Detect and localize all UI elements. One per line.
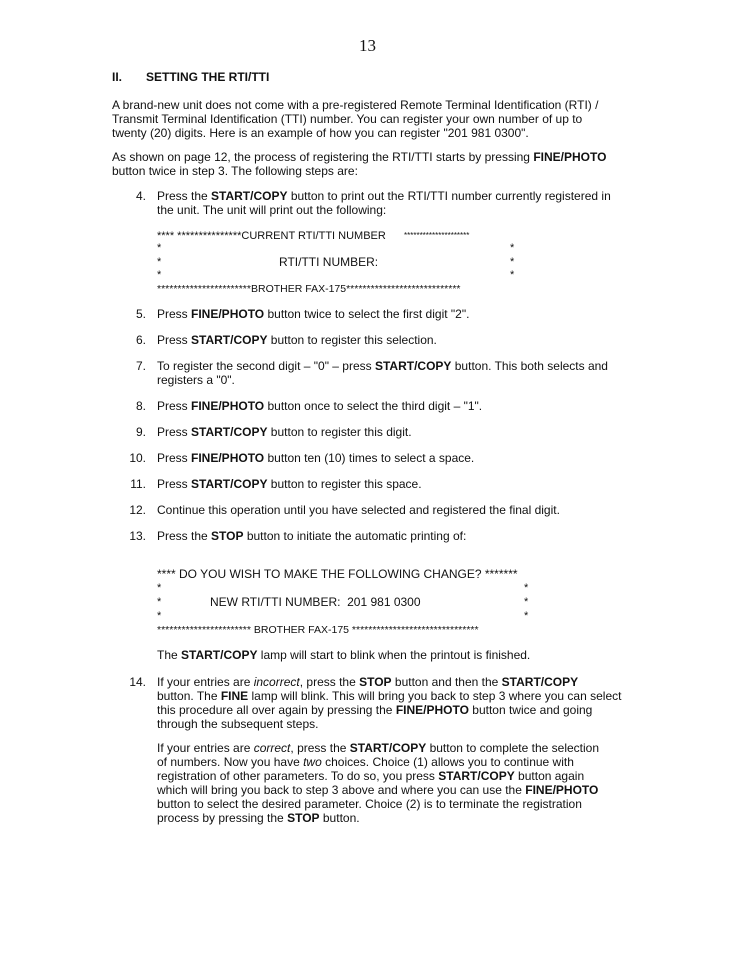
printout-middle: RTI/TTI NUMBER: <box>279 255 379 269</box>
printout-star: * <box>157 596 162 608</box>
text-run: button ten (10) times to select a space. <box>264 451 475 465</box>
text-run: process by pressing the <box>157 811 288 825</box>
text-run: button and then the <box>391 675 502 689</box>
button-name: START/COPY <box>191 425 268 439</box>
intro-line: Transmit Terminal Identification (TTI) number. You can register your own number of up to <box>112 112 583 126</box>
text-run: , press the <box>290 741 350 755</box>
intro-paragraph <box>112 98 642 140</box>
text-run: button once to select the third digit – "1". <box>264 399 483 413</box>
intro-line: twenty (20) digits. Here is an example of how you can register "201 981 0300". <box>112 126 529 140</box>
button-name: STOP <box>359 675 392 689</box>
printout-star: * <box>524 610 529 622</box>
text-run: button again <box>514 769 585 783</box>
step-number: 11. <box>130 477 146 491</box>
button-name: START/COPY <box>438 769 515 783</box>
text-run: As shown on page 12, the process of registering the RTI/TTI starts by pressing <box>112 150 534 164</box>
text-run: To register the second digit – "0" – press <box>157 359 375 373</box>
text-run: Press <box>157 307 192 321</box>
button-name: STOP <box>211 529 244 543</box>
button-name: FINE/PHOTO <box>525 783 599 797</box>
text-run: Press <box>157 333 192 347</box>
step-number: 7. <box>135 359 146 373</box>
printout-star: * <box>510 242 515 254</box>
text-run: registration of other parameters. To do so, you press <box>157 769 439 783</box>
button-name: START/COPY <box>181 648 258 662</box>
text-run: lamp will start to blink when the printout is finished. <box>257 648 531 662</box>
step-number: 9. <box>135 425 146 439</box>
step-number: 8. <box>135 399 146 413</box>
text-run: button twice in step 3. The following steps are: <box>112 164 358 178</box>
text-run: Continue this operation until you have selected and registered the final digit. <box>157 503 560 517</box>
text-run: button to initiate the automatic printing of: <box>243 529 467 543</box>
button-name: START/COPY <box>501 675 579 689</box>
button-name: FINE/PHOTO <box>191 399 265 413</box>
button-name: START/COPY <box>211 189 288 203</box>
text-run: Press <box>157 399 192 413</box>
step-number: 14. <box>129 675 146 689</box>
text-run: through the subsequent steps. <box>157 717 319 731</box>
printout-star: * <box>510 269 515 281</box>
text-run: the unit. The unit will print out the following: <box>157 203 387 217</box>
printout-star: * <box>157 582 162 594</box>
intro-line: A brand-new unit does not come with a pre-registered Remote Terminal Identification (RTI) / <box>112 98 599 112</box>
printout-middle: NEW RTI/TTI NUMBER: 201 981 0300 <box>210 595 421 609</box>
printout-line: ***********************BROTHER FAX-175**************************** <box>157 283 461 295</box>
text-run: If your entries are <box>157 675 254 689</box>
text-run: button to complete the selection <box>426 741 600 755</box>
printout-star: * <box>524 596 529 608</box>
text-run: The <box>157 648 182 662</box>
printout-star: * <box>157 610 162 622</box>
text-run: Press <box>157 477 192 491</box>
text-run: button to select the desired parameter. Choice (2) is to terminate the registration <box>157 797 582 811</box>
text-run: Press <box>157 451 192 465</box>
printout-line: *********************** BROTHER FAX-175 ******************************* <box>157 624 479 636</box>
correct-paragraph <box>157 741 642 825</box>
printout-star: * <box>157 242 162 254</box>
text-run: button. The <box>157 689 221 703</box>
text-run: which will bring you back to step 3 above and where you can use the <box>157 783 526 797</box>
button-name: FINE <box>220 689 249 703</box>
emphasis: correct <box>253 741 291 755</box>
button-name: FINE/PHOTO <box>395 703 469 717</box>
text-run: button. <box>319 811 360 825</box>
text-run: button to register this space. <box>267 477 422 491</box>
text-run: , press the <box>299 675 360 689</box>
page-number: 13 <box>359 36 376 55</box>
button-name: START/COPY <box>191 477 268 491</box>
text-run: lamp will blink. This will bring you back to step 3 where you can select <box>248 689 622 703</box>
printout-star: * <box>524 582 529 594</box>
text-run: If your entries are <box>157 741 254 755</box>
printout-star: * <box>157 256 162 268</box>
printout-star: * <box>510 256 515 268</box>
text-run: Press the <box>157 529 212 543</box>
text-run: choices. Choice (1) allows you to continue with <box>321 755 574 769</box>
step-number: 6. <box>135 333 146 347</box>
text-run: registers a "0". <box>157 373 235 387</box>
printout-line: ********************* <box>404 231 470 240</box>
text-run: button. This both selects and <box>451 359 608 373</box>
step-number: 10. <box>129 451 146 465</box>
text-run: Press the <box>157 189 212 203</box>
emphasis: incorrect <box>253 675 300 689</box>
process-paragraph <box>112 150 642 178</box>
text-run: Press <box>157 425 192 439</box>
step-number: 5. <box>135 307 146 321</box>
text-run: button to register this digit. <box>267 425 412 439</box>
printout-star: * <box>157 269 162 281</box>
lamp-note <box>157 648 642 662</box>
text-run: button twice to select the first digit "2". <box>264 307 470 321</box>
text-run: button to register this selection. <box>267 333 437 347</box>
step-number: 12. <box>129 503 146 517</box>
step-number: 4. <box>135 189 146 203</box>
text-run: button twice and going <box>468 703 593 717</box>
button-name: FINE/PHOTO <box>191 307 265 321</box>
section-number: II. <box>112 70 123 84</box>
text-run: this procedure all over again by pressing the <box>157 703 396 717</box>
button-name: STOP <box>287 811 320 825</box>
button-name: FINE/PHOTO <box>533 150 607 164</box>
button-name: FINE/PHOTO <box>191 451 265 465</box>
button-name: START/COPY <box>374 359 452 373</box>
printout-line: **** DO YOU WISH TO MAKE THE FOLLOWING CHANGE? ******* <box>157 567 518 581</box>
button-name: START/COPY <box>191 333 268 347</box>
button-name: START/COPY <box>349 741 427 755</box>
text-run: of numbers. Now you have <box>157 755 304 769</box>
printout-line: **** ***************CURRENT RTI/TTI NUMBER <box>157 230 386 242</box>
section-heading <box>112 70 269 84</box>
step-number: 13. <box>129 529 146 543</box>
emphasis: two <box>303 755 322 769</box>
section-title: SETTING THE RTI/TTI <box>146 70 270 84</box>
text-run: button to print out the RTI/TTI number currently registered in <box>287 189 611 203</box>
